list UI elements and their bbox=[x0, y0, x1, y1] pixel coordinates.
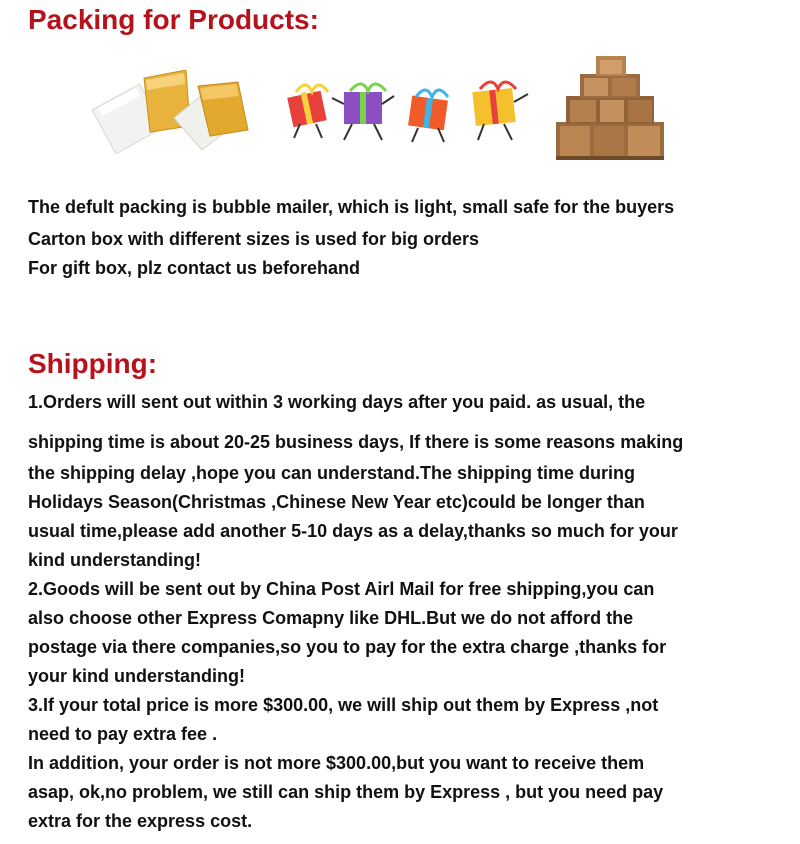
shipping-line: extra for the express cost. bbox=[28, 811, 253, 831]
shipping-line: asap, ok,no problem, we still can ship them by Express , but you need pay bbox=[28, 782, 664, 802]
shipping-line: postage via there companies,so you to pay for the extra charge ,thanks for bbox=[28, 637, 667, 657]
shipping-line: In addition, your order is not more $300.00,but you want to receive them bbox=[28, 753, 645, 773]
shipping-line: need to pay extra fee . bbox=[28, 724, 218, 744]
packing-line: For gift box, plz contact us beforehand bbox=[28, 258, 361, 278]
packing-illustrations bbox=[0, 56, 800, 166]
shipping-line: 2.Goods will be sent out by China Post Airl Mail for free shipping,you can bbox=[28, 579, 655, 599]
shipping-line: usual time,please add another 5-10 days as a delay,thanks so much for your bbox=[28, 521, 678, 541]
shipping-line: 1.Orders will sent out within 3 working days after you paid. as usual, the bbox=[28, 392, 646, 412]
shipping-title: Shipping: bbox=[28, 348, 158, 379]
shipping-line: 3.If your total price is more $300.00, we will ship out them by Express ,not bbox=[28, 695, 659, 715]
packing-title: Packing for Products: bbox=[28, 4, 319, 35]
packing-line: Carton box with different sizes is used for big orders bbox=[28, 229, 480, 249]
shipping-line: kind understanding! bbox=[28, 550, 201, 570]
shipping-line: your kind understanding! bbox=[28, 666, 246, 686]
packing-line: The defult packing is bubble mailer, which is light, small safe for the buyers bbox=[28, 197, 675, 217]
shipping-line: also choose other Express Comapny like DHL.But we do not afford the bbox=[28, 608, 634, 628]
gift-boxes-illustration bbox=[282, 74, 536, 146]
bubble-mailer-illustration bbox=[88, 70, 252, 154]
shipping-line: the shipping delay ,hope you can understand.The shipping time during bbox=[28, 463, 636, 483]
shipping-line: Holidays Season(Christmas ,Chinese New Year etc)could be longer than bbox=[28, 492, 645, 512]
carton-stack-illustration bbox=[556, 56, 664, 160]
shipping-line: shipping time is about 20-25 business days, If there is some reasons making bbox=[28, 432, 684, 452]
